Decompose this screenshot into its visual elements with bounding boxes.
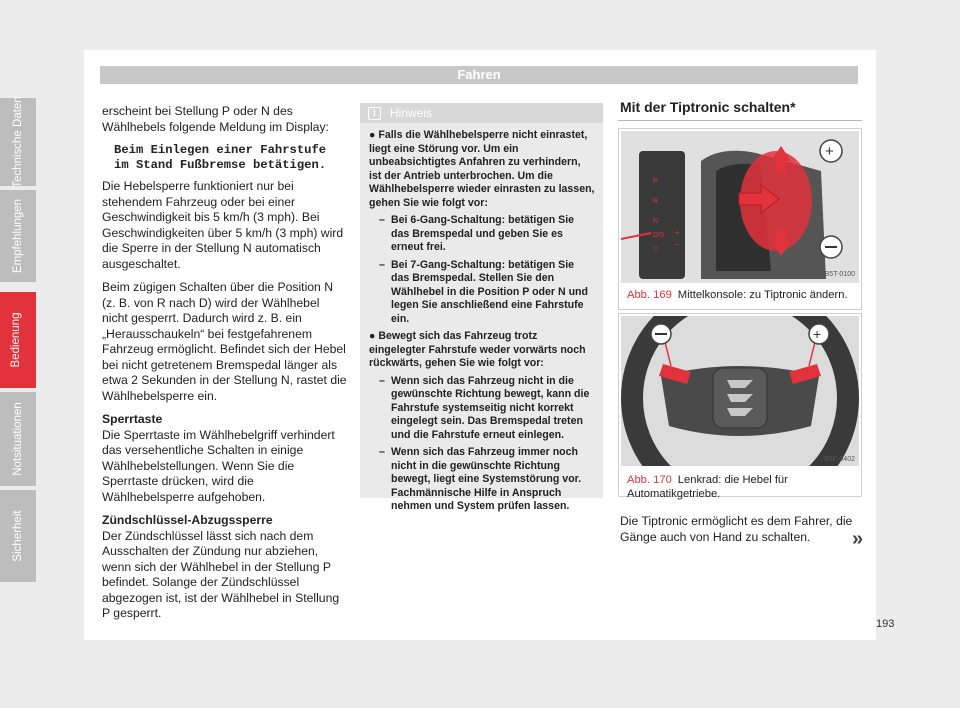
minus-icon (655, 333, 667, 335)
note-dash-2: – Bei 7-Gang-Schaltung: betätigen Sie das Bremspedal. Stellen Sie den Wählhebel in die Position P oder N und legen Sie anschließend eine Fahrstufe ein. (381, 259, 595, 327)
left-column (102, 104, 348, 630)
chapter-header: Fahren (100, 66, 858, 84)
plus-icon: + (813, 326, 822, 342)
display-message: Beim Einlegen einer Fahrstufe im Stand Fußbremse betätigen. (114, 143, 327, 172)
steering-wheel-illustration (621, 316, 859, 466)
tab-notsituationen[interactable] (0, 392, 36, 486)
heading-zuendschluessel: Zündschlüssel-Abzugssperre (102, 513, 273, 527)
right-column (618, 100, 862, 121)
note-dash-1: – Bei 6-Gang-Schaltung: betätigen Sie das Bremspedal und geben Sie es erneut frei. (381, 214, 595, 255)
note-header (360, 103, 603, 123)
tab-label: Sicherheit (12, 510, 24, 562)
plus-icon: + (825, 143, 834, 160)
tab-label: Notsituationen (12, 402, 24, 476)
note-title: Hinweis (390, 106, 433, 120)
plus-minus-mark: + (675, 228, 680, 237)
paragraph-4: Die Sperrtaste im Wählhebelgriff verhindert das versehentliche Schalten in einige Wählhebelstellungen. Wenn Sie die Sperrtaste drücken, wird die Wählhebelsperre aufgehoben. (102, 427, 335, 504)
figure-170-text: Lenkrad: die Hebel für Automatikgetriebe. (627, 474, 788, 500)
gear-ds: D/S (653, 232, 665, 239)
tiptronic-intro: Die Tiptronic ermöglicht es dem Fahrer, die Gänge auch von Hand zu schalten. (620, 514, 853, 544)
page-number: 193 (876, 618, 895, 630)
figure-169 (618, 128, 862, 310)
note-body (360, 123, 603, 514)
tab-label: Technische Daten (12, 96, 24, 188)
tab-label: Empfehlungen (12, 198, 24, 274)
gear-n: N (653, 218, 659, 225)
note-dash-3: – Wenn sich das Fahrzeug nicht in die gewünschte Richtung bewegt, kann die Fahrstufe systemseitig nicht korrekt eingelegt sein. Das Bremspedal treten und die Fahrstufe erneut einlegen. (381, 375, 595, 443)
sperrtaste-block (102, 412, 348, 505)
heading-sperrtaste: Sperrtaste (102, 412, 163, 426)
paragraph-5: Der Zündschlüssel lässt sich nach dem Ausschalten der Zündung nur abziehen, wenn sich der Wählhebel in der Stellung P befindet. Solange der Zündschlüssel abgezogen ist, ist der Wählhebel in Stellung P gesperrt. (102, 528, 340, 620)
paragraph-1: erscheint bei Stellung P oder N des Wählhebels folgende Meldung im Display: (102, 104, 329, 134)
gear-p: P (653, 178, 658, 185)
tab-bedienung[interactable] (0, 292, 36, 388)
figure-169-code: B5T-0100 (824, 271, 855, 278)
gear-down: ▽ (653, 246, 659, 253)
note-box (360, 103, 603, 512)
minus-icon (825, 246, 837, 248)
paragraph-3: Beim zügigen Schalten über die Position N (z. B. von R nach D) wird der Wählhebel nicht gesperrt. Dadurch wird z. B. ein „Herausschaukeln“ bei festgefahrenem Fahrzeug ermöglicht. Befindet sich der Hebel bei nicht getretenem Bremspedal länger als etwa 2 Sekunden in der Stellung N, rastet die Wählhebelsperre ein. (102, 280, 347, 403)
tab-label: Bedienung (10, 312, 22, 368)
gear-r: R (653, 198, 659, 205)
figure-170-code: B5F-0402 (824, 456, 855, 463)
gear-lever-illustration (621, 131, 859, 283)
figure-169-text: Mittelkonsole: zu Tiptronic ändern. (677, 289, 848, 301)
note-bullet-1: ● Falls die Wählhebelsperre nicht einrastet, liegt eine Störung vor. Um ein unbeabsichtigtes Anfahren zu verhindern, ist der Antrieb unterbrochen. Um die Wählhebelsperre wieder einrasten zu lassen, gehen Sie wie folgt vor: (369, 129, 595, 209)
figure-169-number: Abb. 169 (627, 289, 672, 301)
figure-170-number: Abb. 170 (627, 474, 672, 486)
info-icon: i (368, 107, 381, 120)
paragraph-2: Die Hebelsperre funktioniert nur bei stehendem Fahrzeug oder bei einer Geschwindigkeit bis 5 km/h (3 mph). Bei Geschwindigkeiten über 5 km/h (3 mph) wird die Sperre in der Stellung N automatisch ausgeschaltet. (102, 179, 344, 271)
section-title: Mit der Tiptronic schalten* (618, 100, 862, 121)
tab-technische-daten[interactable] (0, 98, 36, 186)
gear-lever-svg (621, 131, 859, 283)
tab-sicherheit[interactable] (0, 490, 36, 582)
note-bullet-2: ● Bewegt sich das Fahrzeug trotz eingelegter Fahrstufe weder vorwärts noch rückwärts, gehen Sie wie folgt vor: (369, 330, 586, 369)
tab-empfehlungen[interactable] (0, 190, 36, 282)
figure-170 (618, 313, 862, 500)
svg-text:–: – (675, 240, 680, 249)
zuendschluessel-block (102, 513, 348, 622)
figure-170-caption (627, 474, 853, 501)
continue-arrow-icon: » (852, 528, 864, 550)
steering-wheel-svg (621, 316, 859, 466)
figure-169-caption (627, 289, 853, 303)
note-dash-4: – Wenn sich das Fahrzeug immer noch nicht in die gewünschte Richtung bewegt, liegt eine Systemstörung vor. Fachmännische Hilfe in Anspruch nehmen und System prüfen lassen. (381, 446, 595, 514)
